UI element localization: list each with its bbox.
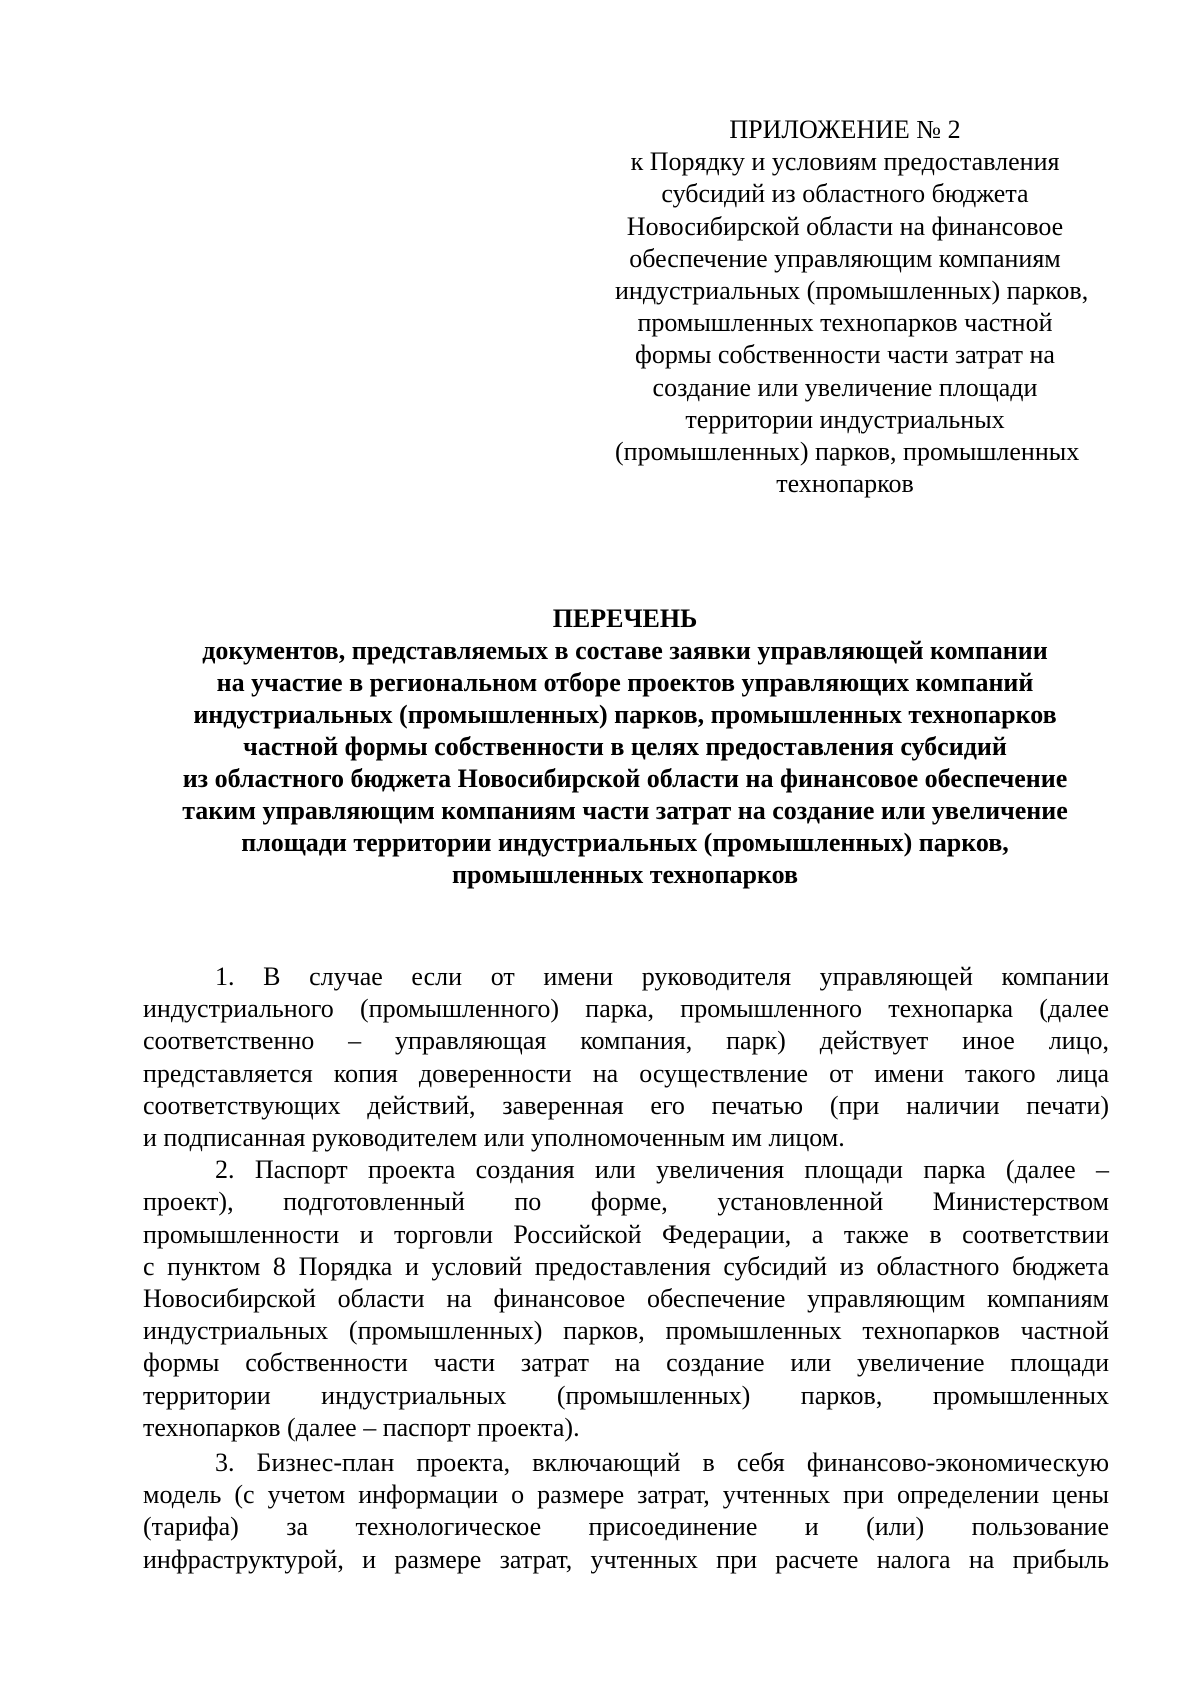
- title-line: из областного бюджета Новосибирской области на финансовое обеспечение: [182, 764, 1068, 793]
- title-line: документов, представляемых в составе заявки управляющей компании: [202, 636, 1048, 665]
- paragraph-line: соответственно – управляющая компания, парк) действует иное лицо,: [143, 1026, 1109, 1056]
- title-line: площади территории индустриальных (промышленных) парков,: [241, 828, 1009, 857]
- appendix-line: технопарков: [776, 469, 914, 499]
- paragraph-line: представляется копия доверенности на осуществление от имени такого лица: [143, 1058, 1109, 1088]
- appendix-line: обеспечение управляющим компаниям: [629, 243, 1061, 273]
- paragraph-line: индустриальных (промышленных) парков, промышленных технопарков частной: [143, 1316, 1109, 1346]
- paragraph-3: [143, 1447, 1109, 1576]
- paragraph-1: [143, 961, 1109, 1154]
- paragraph-line: технопарков (далее – паспорт проекта).: [143, 1412, 580, 1442]
- appendix-line: формы собственности части затрат на: [635, 340, 1055, 370]
- appendix-header: [615, 114, 1089, 500]
- appendix-line: ПРИЛОЖЕНИЕ № 2: [729, 115, 961, 144]
- appendix-line: индустриальных (промышленных) парков,: [615, 276, 1089, 306]
- appendix-line: создание или увеличение площади: [652, 372, 1038, 402]
- title-line: индустриальных (промышленных) парков, промышленных технопарков: [193, 700, 1057, 729]
- appendix-line: (промышленных) парков, промышленных: [615, 437, 1080, 467]
- appendix-line: промышленных технопарков частной: [637, 308, 1053, 338]
- title-line: таким управляющим компаниям части затрат на создание или увеличение: [182, 796, 1068, 825]
- paragraph-line: (тарифа) за технологическое присоединение и (или) пользование: [143, 1512, 1109, 1542]
- paragraph-line: формы собственности части затрат на создание или увеличение площади: [143, 1348, 1109, 1378]
- document-title: [140, 603, 1110, 891]
- paragraph-line: с пунктом 8 Порядка и условий предоставления субсидий из областного бюджета: [143, 1251, 1109, 1281]
- title-line: на участие в региональном отборе проектов управляющих компаний: [216, 668, 1034, 697]
- paragraph-line: индустриального (промышленного) парка, промышленного технопарка (далее: [143, 994, 1109, 1024]
- appendix-line: территории индустриальных: [685, 404, 1005, 434]
- title-heading: ПЕРЕЧЕНЬ: [552, 604, 698, 633]
- paragraph-line: территории индустриальных (промышленных) парков, промышленных: [143, 1380, 1109, 1410]
- appendix-line: Новосибирской области на финансовое: [626, 211, 1064, 241]
- paragraph-line: промышленности и торговли Российской Федерации, а также в соответствии: [143, 1219, 1109, 1249]
- appendix-line: к Порядку и условиям предоставления: [630, 147, 1060, 177]
- paragraph-line: соответствующих действий, заверенная его печатью (при наличии печати): [143, 1090, 1109, 1120]
- paragraph-line: 1. В случае если от имени руководителя управляющей компании: [215, 962, 1109, 991]
- paragraph-line: 2. Паспорт проекта создания или увеличения площади парка (далее –: [215, 1155, 1109, 1185]
- document-body: [143, 961, 1109, 1576]
- paragraph-line: 3. Бизнес-план проекта, включающий в себя финансово-экономическую: [215, 1448, 1109, 1478]
- title-line: частной формы собственности в целях предоставления субсидий: [243, 732, 1007, 761]
- appendix-line: субсидий из областного бюджета: [661, 179, 1029, 209]
- paragraph-line: и подписанная руководителем или уполномоченным им лицом.: [143, 1123, 845, 1153]
- paragraph-line: Новосибирской области на финансовое обеспечение управляющим компаниям: [143, 1284, 1109, 1314]
- paragraph-line: проект), подготовленный по форме, установленной Министерством: [143, 1187, 1109, 1217]
- paragraph-line: инфраструктурой, и размере затрат, учтенных при расчете налога на прибыль: [143, 1544, 1109, 1574]
- paragraph-line: модель (с учетом информации о размере затрат, учтенных при определении цены: [143, 1480, 1109, 1510]
- title-line: промышленных технопарков: [451, 860, 799, 889]
- paragraph-2: [143, 1154, 1109, 1444]
